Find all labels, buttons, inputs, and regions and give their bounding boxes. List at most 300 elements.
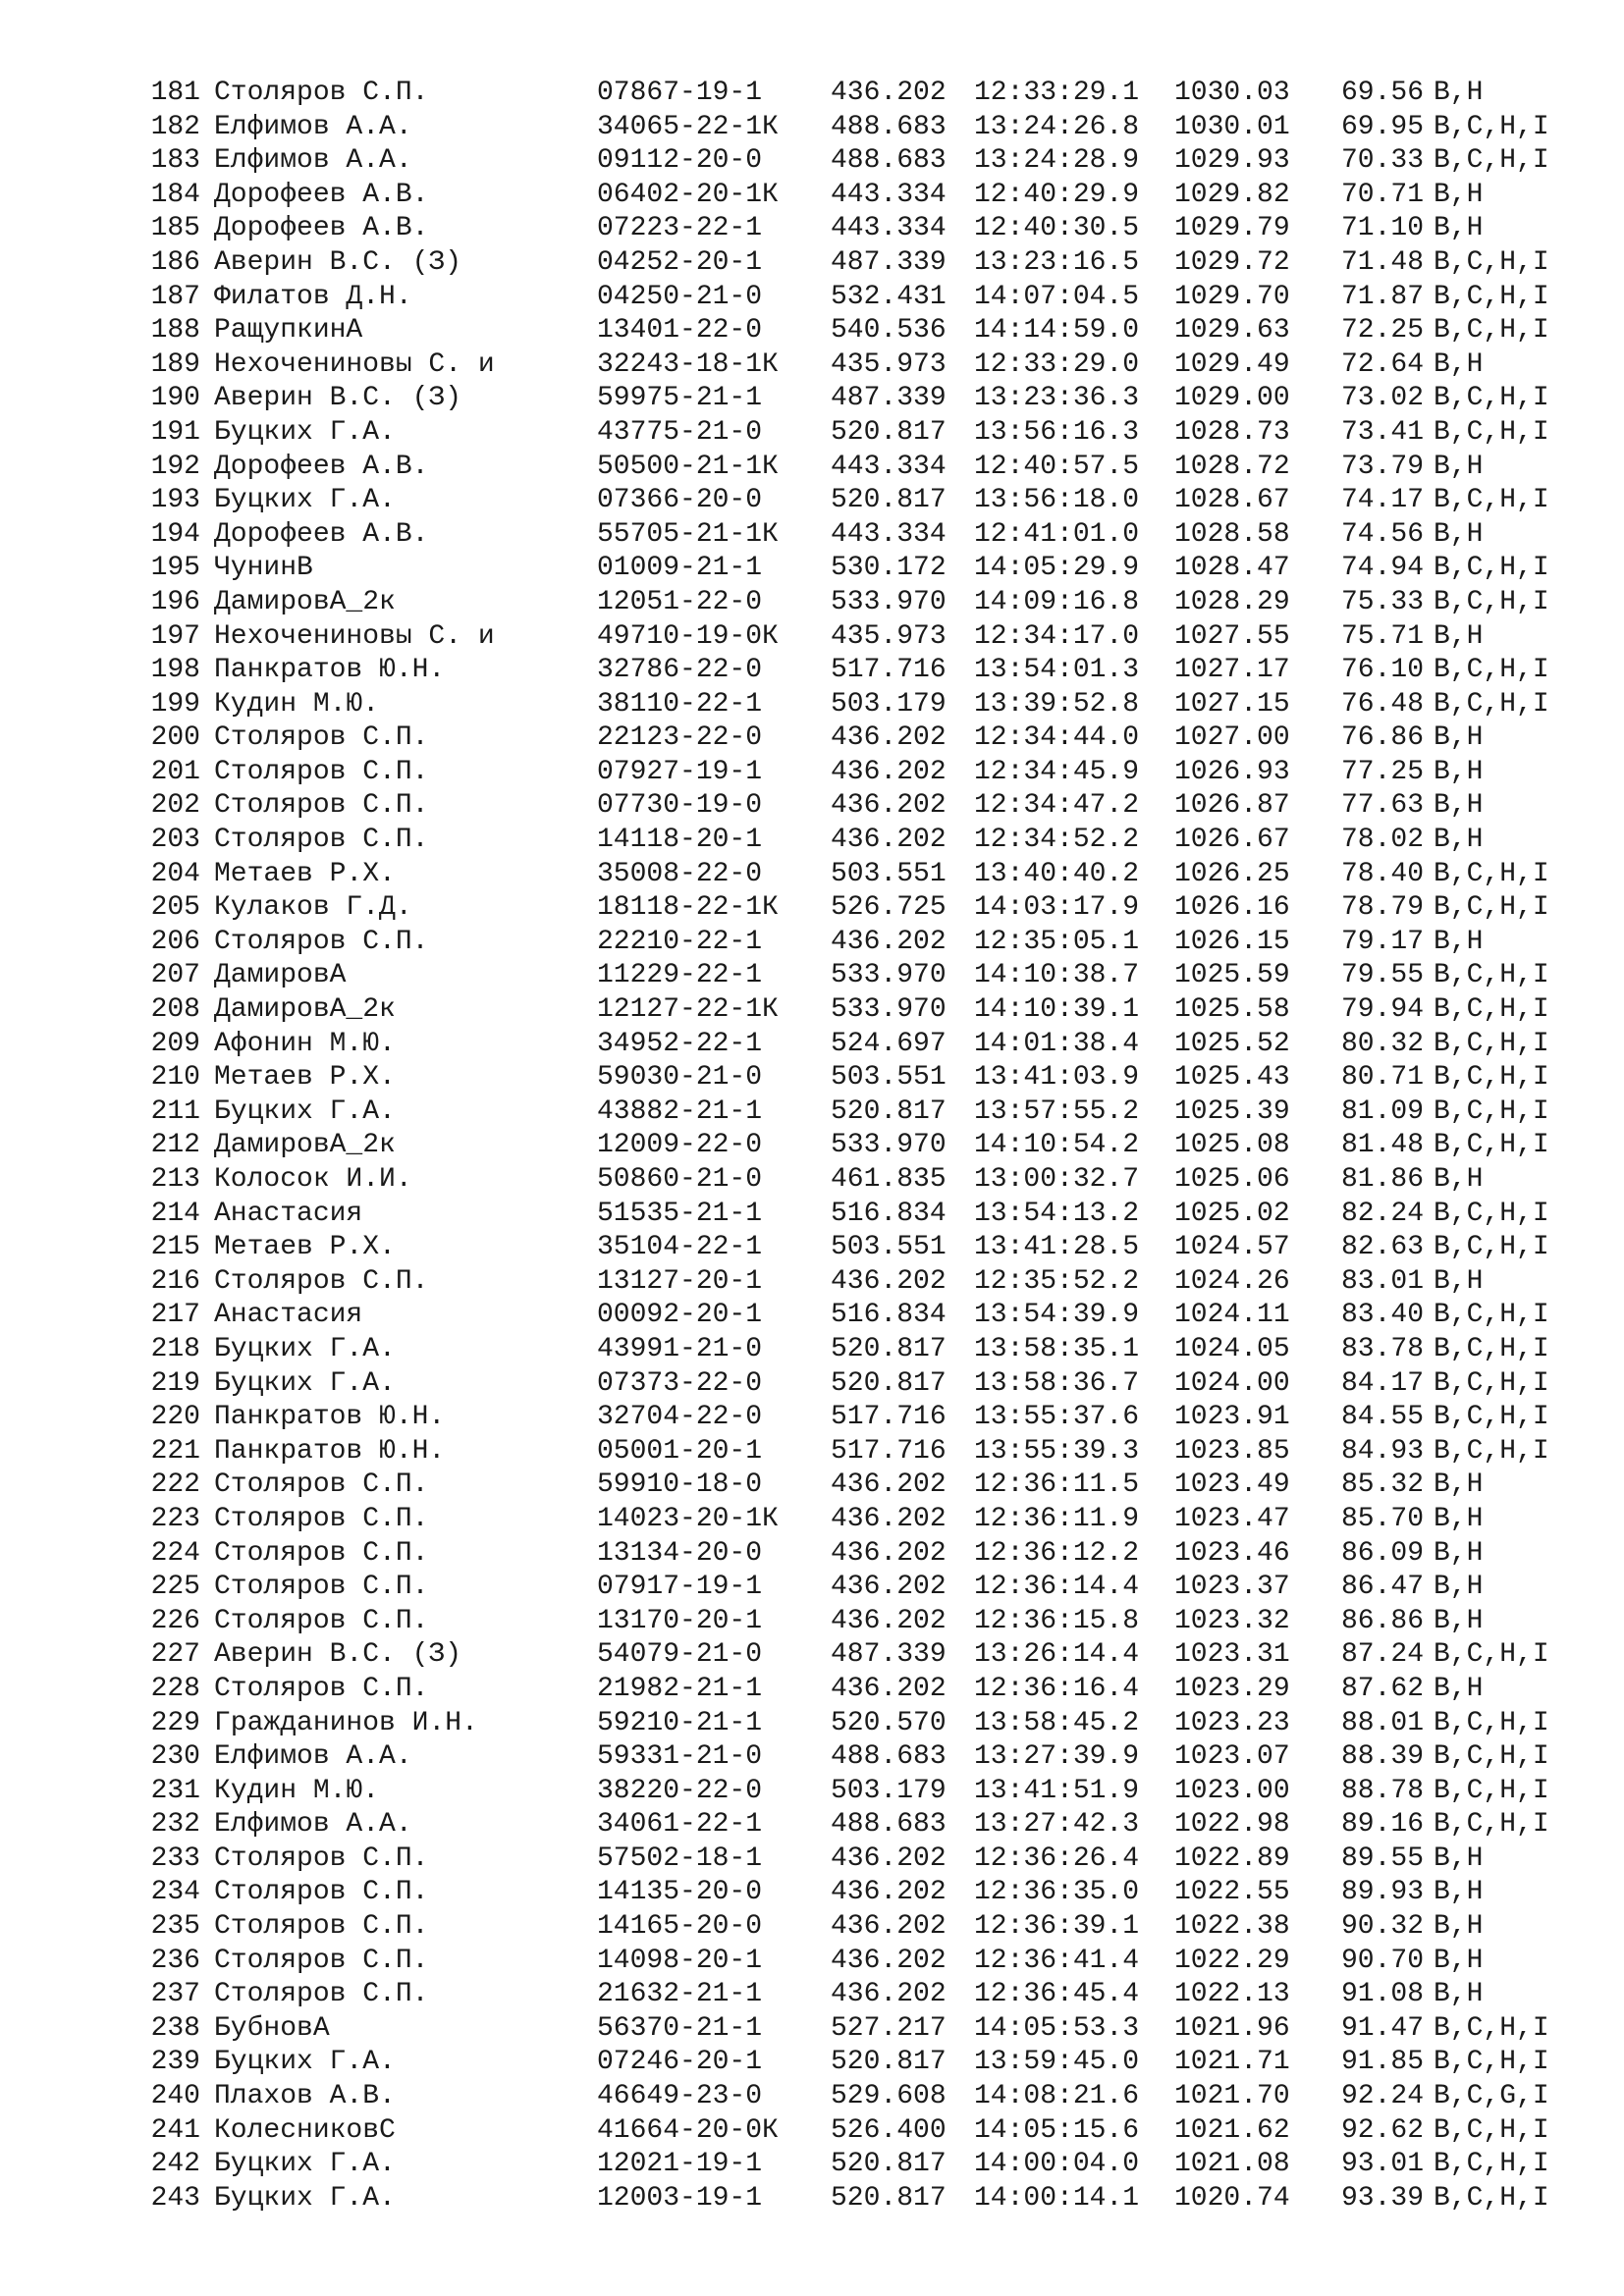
categories: B,H [1434, 825, 1484, 856]
distance: 488.683 [831, 1741, 947, 1773]
fancier-name: Кулаков Г.Д. [214, 892, 412, 924]
coefficient: 80.71 [1341, 1062, 1425, 1094]
table-row [143, 1910, 1587, 1945]
distance: 436.202 [831, 1945, 947, 1976]
place-number: 213 [150, 1164, 200, 1195]
coefficient: 75.71 [1341, 620, 1425, 652]
categories: B,C,H,I [1434, 553, 1549, 584]
ring-number: 35104-22-1 [597, 1232, 763, 1263]
categories: B,H [1434, 790, 1484, 822]
table-row [143, 959, 1587, 993]
table-row [143, 620, 1587, 655]
place-number: 208 [150, 994, 200, 1026]
coefficient: 71.87 [1341, 281, 1425, 312]
table-row [143, 1299, 1587, 1333]
coefficient: 82.63 [1341, 1232, 1425, 1263]
ring-number: 14098-20-1 [597, 1945, 763, 1976]
arrival-time: 14:03:17.9 [974, 892, 1140, 924]
place-number: 241 [150, 2114, 200, 2146]
ring-number: 43991-21-0 [597, 1333, 763, 1364]
place-number: 221 [150, 1435, 200, 1467]
arrival-time: 14:09:16.8 [974, 586, 1140, 617]
fancier-name: Елфимов А.А. [214, 145, 412, 177]
fancier-name: Буцких Г.А. [214, 1367, 396, 1399]
speed: 1023.85 [1174, 1435, 1290, 1467]
distance: 503.551 [831, 1062, 947, 1094]
arrival-time: 12:36:11.5 [974, 1469, 1140, 1501]
distance: 443.334 [831, 213, 947, 244]
categories: B,C,H,I [1434, 416, 1549, 448]
ring-number: 04252-20-1 [597, 246, 763, 278]
categories: B,H [1434, 1911, 1484, 1943]
fancier-name: Буцких Г.А. [214, 485, 396, 516]
coefficient: 87.24 [1341, 1639, 1425, 1671]
categories: B,H [1434, 1877, 1484, 1908]
speed: 1022.38 [1174, 1911, 1290, 1943]
table-row [143, 1028, 1587, 1062]
table-row [143, 1333, 1587, 1367]
speed: 1028.58 [1174, 518, 1290, 550]
coefficient: 75.33 [1341, 586, 1425, 617]
ring-number: 07223-22-1 [597, 213, 763, 244]
categories: B,C,H,I [1434, 1333, 1549, 1364]
arrival-time: 12:36:41.4 [974, 1945, 1140, 1976]
fancier-name: Дорофеев А.В. [214, 179, 429, 210]
speed: 1020.74 [1174, 2182, 1290, 2214]
distance: 503.551 [831, 858, 947, 889]
place-number: 181 [150, 78, 200, 108]
arrival-time: 13:24:26.8 [974, 111, 1140, 142]
categories: B,H [1434, 620, 1484, 652]
categories: B,C,H,I [1434, 2012, 1549, 2044]
speed: 1030.03 [1174, 78, 1290, 108]
fancier-name: Плахов А.В. [214, 2081, 396, 2112]
speed: 1025.58 [1174, 994, 1290, 1026]
table-row [143, 77, 1587, 111]
coefficient: 70.33 [1341, 145, 1425, 177]
speed: 1023.00 [1174, 1775, 1290, 1806]
table-row [143, 281, 1587, 315]
distance: 436.202 [831, 722, 947, 754]
place-number: 222 [150, 1469, 200, 1501]
arrival-time: 12:36:11.9 [974, 1503, 1140, 1534]
categories: B,C,H,I [1434, 1130, 1549, 1161]
speed: 1029.82 [1174, 179, 1290, 210]
arrival-time: 13:24:28.9 [974, 145, 1140, 177]
ring-number: 34061-22-1 [597, 1809, 763, 1841]
ring-number: 56370-21-1 [597, 2012, 763, 2044]
table-row [143, 993, 1587, 1028]
ring-number: 55705-21-1К [597, 518, 779, 550]
table-row [143, 1537, 1587, 1572]
fancier-name: Дорофеев А.В. [214, 213, 429, 244]
place-number: 194 [150, 518, 200, 550]
place-number: 230 [150, 1741, 200, 1773]
arrival-time: 14:07:04.5 [974, 281, 1140, 312]
table-row [143, 824, 1587, 858]
fancier-name: Нехочениновы С. и [214, 348, 495, 380]
fancier-name: Филатов Д.Н. [214, 281, 412, 312]
fancier-name: Буцких Г.А. [214, 2182, 396, 2214]
distance: 516.834 [831, 1198, 947, 1229]
arrival-time: 12:33:29.1 [974, 78, 1140, 108]
arrival-time: 14:01:38.4 [974, 1028, 1140, 1059]
arrival-time: 13:23:16.5 [974, 246, 1140, 278]
speed: 1021.71 [1174, 2047, 1290, 2078]
speed: 1026.93 [1174, 756, 1290, 787]
coefficient: 73.41 [1341, 416, 1425, 448]
arrival-time: 13:41:03.9 [974, 1062, 1140, 1094]
table-row [143, 246, 1587, 281]
coefficient: 83.01 [1341, 1265, 1425, 1297]
arrival-time: 13:40:40.2 [974, 858, 1140, 889]
speed: 1025.52 [1174, 1028, 1290, 1059]
distance: 520.817 [831, 485, 947, 516]
distance: 436.202 [831, 790, 947, 822]
speed: 1030.01 [1174, 111, 1290, 142]
speed: 1026.67 [1174, 825, 1290, 856]
fancier-name: Столяров С.П. [214, 1945, 429, 1976]
place-number: 227 [150, 1639, 200, 1671]
place-number: 217 [150, 1300, 200, 1331]
categories: B,C,H,I [1434, 1741, 1549, 1773]
categories: B,C,H,I [1434, 246, 1549, 278]
arrival-time: 13:27:42.3 [974, 1809, 1140, 1841]
arrival-time: 12:35:05.1 [974, 926, 1140, 957]
categories: B,H [1434, 518, 1484, 550]
coefficient: 90.70 [1341, 1945, 1425, 1976]
ring-number: 35008-22-0 [597, 858, 763, 889]
table-row [143, 2148, 1587, 2182]
distance: 436.202 [831, 1503, 947, 1534]
table-row [143, 1265, 1587, 1300]
arrival-time: 12:36:26.4 [974, 1842, 1140, 1874]
place-number: 203 [150, 825, 200, 856]
ring-number: 06402-20-1К [597, 179, 779, 210]
table-row [143, 1605, 1587, 1639]
table-row [143, 2182, 1587, 2216]
place-number: 224 [150, 1537, 200, 1569]
speed: 1023.49 [1174, 1469, 1290, 1501]
distance: 436.202 [831, 78, 947, 108]
arrival-time: 12:36:16.4 [974, 1673, 1140, 1704]
speed: 1025.02 [1174, 1198, 1290, 1229]
table-row [143, 2114, 1587, 2149]
speed: 1022.55 [1174, 1877, 1290, 1908]
coefficient: 85.70 [1341, 1503, 1425, 1534]
categories: B,C,H,I [1434, 485, 1549, 516]
ring-number: 43882-21-1 [597, 1095, 763, 1127]
categories: B,C,H,I [1434, 1435, 1549, 1467]
speed: 1027.55 [1174, 620, 1290, 652]
table-row [143, 1876, 1587, 1910]
distance: 443.334 [831, 518, 947, 550]
ring-number: 32243-18-1К [597, 348, 779, 380]
ring-number: 34065-22-1К [597, 111, 779, 142]
ring-number: 38220-22-0 [597, 1775, 763, 1806]
distance: 533.970 [831, 586, 947, 617]
table-row [143, 212, 1587, 246]
ring-number: 54079-21-0 [597, 1639, 763, 1671]
table-row [143, 144, 1587, 179]
table-row [143, 1945, 1587, 1979]
place-number: 201 [150, 756, 200, 787]
place-number: 202 [150, 790, 200, 822]
arrival-time: 13:55:39.3 [974, 1435, 1140, 1467]
ring-number: 14165-20-0 [597, 1911, 763, 1943]
categories: B,C,H,I [1434, 1707, 1549, 1738]
fancier-name: Аверин В.С. (З) [214, 1639, 462, 1671]
coefficient: 92.62 [1341, 2114, 1425, 2146]
place-number: 183 [150, 145, 200, 177]
categories: B,C,H,I [1434, 1402, 1549, 1433]
arrival-time: 12:36:15.8 [974, 1605, 1140, 1636]
place-number: 193 [150, 485, 200, 516]
speed: 1023.07 [1174, 1741, 1290, 1773]
speed: 1029.00 [1174, 383, 1290, 414]
fancier-name: Столяров С.П. [214, 78, 429, 108]
table-row [143, 1061, 1587, 1095]
ring-number: 14118-20-1 [597, 825, 763, 856]
ring-number: 07917-19-1 [597, 1572, 763, 1603]
place-number: 242 [150, 2149, 200, 2180]
distance: 520.817 [831, 2149, 947, 2180]
distance: 520.817 [831, 1333, 947, 1364]
ring-number: 13127-20-1 [597, 1265, 763, 1297]
speed: 1029.70 [1174, 281, 1290, 312]
place-number: 209 [150, 1028, 200, 1059]
fancier-name: Елфимов А.А. [214, 111, 412, 142]
fancier-name: Столяров С.П. [214, 1537, 429, 1569]
distance: 436.202 [831, 1979, 947, 2010]
coefficient: 76.48 [1341, 688, 1425, 720]
coefficient: 74.17 [1341, 485, 1425, 516]
ring-number: 59331-21-0 [597, 1741, 763, 1773]
coefficient: 73.79 [1341, 451, 1425, 482]
place-number: 232 [150, 1809, 200, 1841]
arrival-time: 13:58:35.1 [974, 1333, 1140, 1364]
fancier-name: ЧунинВ [214, 553, 313, 584]
distance: 436.202 [831, 1469, 947, 1501]
coefficient: 78.02 [1341, 825, 1425, 856]
speed: 1025.43 [1174, 1062, 1290, 1094]
table-row [143, 484, 1587, 518]
table-row [143, 314, 1587, 348]
speed: 1028.29 [1174, 586, 1290, 617]
place-number: 184 [150, 179, 200, 210]
fancier-name: Столяров С.П. [214, 1979, 429, 2010]
ring-number: 12127-22-1К [597, 994, 779, 1026]
coefficient: 84.17 [1341, 1367, 1425, 1399]
arrival-time: 13:55:37.6 [974, 1402, 1140, 1433]
place-number: 225 [150, 1572, 200, 1603]
place-number: 234 [150, 1877, 200, 1908]
distance: 436.202 [831, 1605, 947, 1636]
distance: 503.551 [831, 1232, 947, 1263]
arrival-time: 12:35:52.2 [974, 1265, 1140, 1297]
table-row [143, 451, 1587, 485]
speed: 1028.72 [1174, 451, 1290, 482]
ring-number: 59975-21-1 [597, 383, 763, 414]
arrival-time: 13:58:36.7 [974, 1367, 1140, 1399]
fancier-name: Столяров С.П. [214, 722, 429, 754]
arrival-time: 12:34:47.2 [974, 790, 1140, 822]
coefficient: 77.63 [1341, 790, 1425, 822]
categories: B,C,H,I [1434, 1639, 1549, 1671]
categories: B,H [1434, 1503, 1484, 1534]
place-number: 198 [150, 655, 200, 686]
speed: 1024.57 [1174, 1232, 1290, 1263]
arrival-time: 12:40:29.9 [974, 179, 1140, 210]
categories: B,H [1434, 78, 1484, 108]
categories: B,H [1434, 451, 1484, 482]
coefficient: 83.40 [1341, 1300, 1425, 1331]
distance: 436.202 [831, 926, 947, 957]
distance: 436.202 [831, 1673, 947, 1704]
ring-number: 59910-18-0 [597, 1469, 763, 1501]
ring-number: 14023-20-1К [597, 1503, 779, 1534]
table-row [143, 926, 1587, 960]
arrival-time: 13:56:16.3 [974, 416, 1140, 448]
categories: B,C,H,I [1434, 1028, 1549, 1059]
place-number: 219 [150, 1367, 200, 1399]
arrival-time: 13:56:18.0 [974, 485, 1140, 516]
place-number: 239 [150, 2047, 200, 2078]
distance: 503.179 [831, 688, 947, 720]
arrival-time: 12:36:35.0 [974, 1877, 1140, 1908]
ring-number: 11229-22-1 [597, 960, 763, 991]
place-number: 207 [150, 960, 200, 991]
arrival-time: 12:36:45.4 [974, 1979, 1140, 2010]
ring-number: 51535-21-1 [597, 1198, 763, 1229]
distance: 436.202 [831, 1265, 947, 1297]
fancier-name: Аверин В.С. (З) [214, 383, 462, 414]
coefficient: 78.79 [1341, 892, 1425, 924]
categories: B,C,H,I [1434, 960, 1549, 991]
coefficient: 70.71 [1341, 179, 1425, 210]
arrival-time: 12:36:39.1 [974, 1911, 1140, 1943]
table-row [143, 688, 1587, 722]
speed: 1028.67 [1174, 485, 1290, 516]
coefficient: 74.56 [1341, 518, 1425, 550]
categories: B,C,H,I [1434, 1198, 1549, 1229]
arrival-time: 12:41:01.0 [974, 518, 1140, 550]
ring-number: 43775-21-0 [597, 416, 763, 448]
speed: 1023.91 [1174, 1402, 1290, 1433]
coefficient: 79.55 [1341, 960, 1425, 991]
coefficient: 77.25 [1341, 756, 1425, 787]
place-number: 228 [150, 1673, 200, 1704]
table-row [143, 2046, 1587, 2080]
coefficient: 91.47 [1341, 2012, 1425, 2044]
coefficient: 74.94 [1341, 553, 1425, 584]
speed: 1024.26 [1174, 1265, 1290, 1297]
place-number: 200 [150, 722, 200, 754]
ring-number: 21982-21-1 [597, 1673, 763, 1704]
fancier-name: Анастасия [214, 1198, 363, 1229]
coefficient: 92.24 [1341, 2081, 1425, 2112]
fancier-name: Столяров С.П. [214, 1469, 429, 1501]
table-row [143, 382, 1587, 416]
categories: B,C,H,I [1434, 145, 1549, 177]
ring-number: 59210-21-1 [597, 1707, 763, 1738]
arrival-time: 13:57:55.2 [974, 1095, 1140, 1127]
speed: 1027.17 [1174, 655, 1290, 686]
arrival-time: 13:54:01.3 [974, 655, 1140, 686]
place-number: 211 [150, 1095, 200, 1127]
fancier-name: ДамировА_2к [214, 994, 396, 1026]
fancier-name: Столяров С.П. [214, 1911, 429, 1943]
results-table [143, 77, 1587, 2216]
ring-number: 09112-20-0 [597, 145, 763, 177]
arrival-time: 14:10:39.1 [974, 994, 1140, 1026]
fancier-name: Столяров С.П. [214, 926, 429, 957]
ring-number: 12021-19-1 [597, 2149, 763, 2180]
coefficient: 71.10 [1341, 213, 1425, 244]
categories: B,C,H,I [1434, 688, 1549, 720]
distance: 435.973 [831, 348, 947, 380]
arrival-time: 12:36:14.4 [974, 1572, 1140, 1603]
fancier-name: Буцких Г.А. [214, 2149, 396, 2180]
place-number: 235 [150, 1911, 200, 1943]
ring-number: 22210-22-1 [597, 926, 763, 957]
speed: 1029.49 [1174, 348, 1290, 380]
fancier-name: Столяров С.П. [214, 756, 429, 787]
place-number: 206 [150, 926, 200, 957]
distance: 503.179 [831, 1775, 947, 1806]
arrival-time: 13:00:32.7 [974, 1164, 1140, 1195]
distance: 487.339 [831, 1639, 947, 1671]
coefficient: 85.32 [1341, 1469, 1425, 1501]
categories: B,H [1434, 1605, 1484, 1636]
place-number: 238 [150, 2012, 200, 2044]
fancier-name: Буцких Г.А. [214, 1095, 396, 1127]
coefficient: 91.08 [1341, 1979, 1425, 2010]
coefficient: 86.86 [1341, 1605, 1425, 1636]
distance: 487.339 [831, 246, 947, 278]
arrival-time: 14:10:38.7 [974, 960, 1140, 991]
fancier-name: Буцких Г.А. [214, 2047, 396, 2078]
arrival-time: 13:41:28.5 [974, 1232, 1140, 1263]
speed: 1026.87 [1174, 790, 1290, 822]
fancier-name: Метаев Р.Х. [214, 858, 396, 889]
fancier-name: Анастасия [214, 1300, 363, 1331]
arrival-time: 13:39:52.8 [974, 688, 1140, 720]
table-row [143, 1367, 1587, 1402]
table-row [143, 1163, 1587, 1198]
distance: 461.835 [831, 1164, 947, 1195]
fancier-name: Панкратов Ю.Н. [214, 655, 446, 686]
table-row [143, 518, 1587, 553]
categories: B,C,H,I [1434, 1367, 1549, 1399]
ring-number: 07867-19-1 [597, 78, 763, 108]
categories: B,H [1434, 1673, 1484, 1704]
categories: B,H [1434, 756, 1484, 787]
distance: 540.536 [831, 315, 947, 347]
arrival-time: 12:34:17.0 [974, 620, 1140, 652]
arrival-time: 13:54:13.2 [974, 1198, 1140, 1229]
table-row [143, 1468, 1587, 1503]
arrival-time: 14:08:21.6 [974, 2081, 1140, 2112]
place-number: 216 [150, 1265, 200, 1297]
arrival-time: 12:36:12.2 [974, 1537, 1140, 1569]
distance: 526.400 [831, 2114, 947, 2146]
speed: 1028.73 [1174, 416, 1290, 448]
arrival-time: 12:34:52.2 [974, 825, 1140, 856]
place-number: 214 [150, 1198, 200, 1229]
distance: 520.570 [831, 1707, 947, 1738]
table-row [143, 1842, 1587, 1877]
